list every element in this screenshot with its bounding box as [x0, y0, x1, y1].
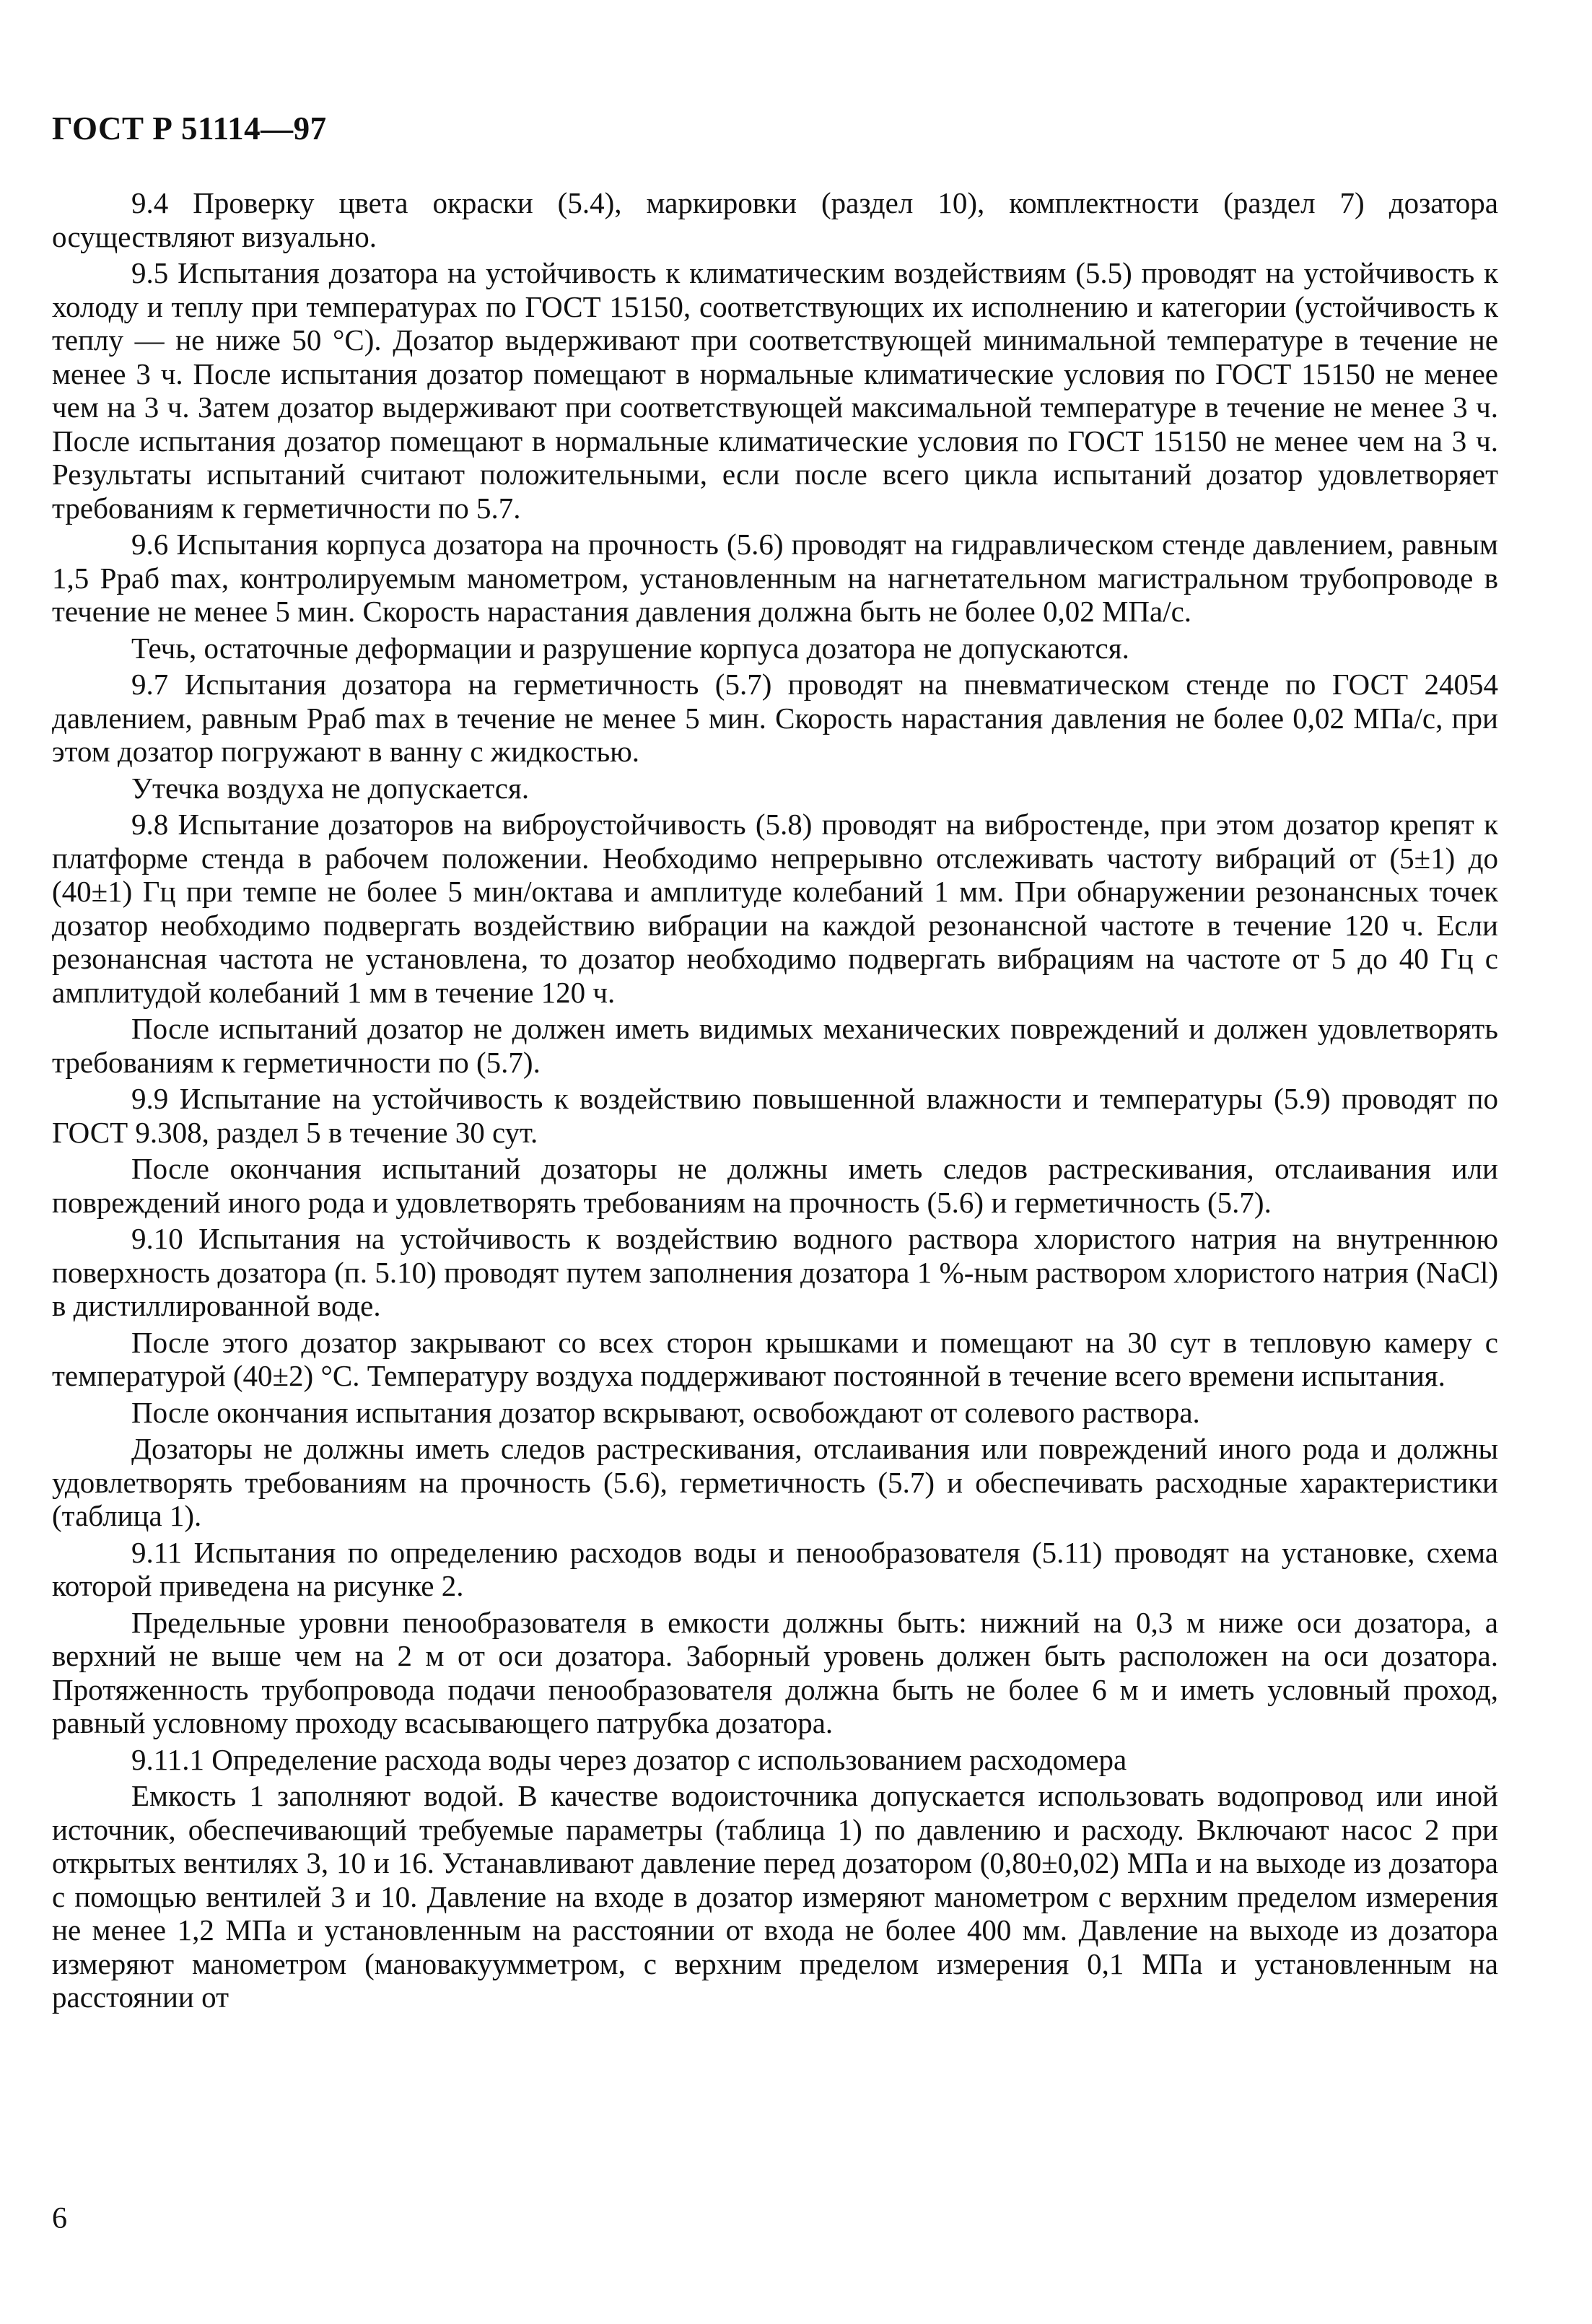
- paragraph-9-9-note: После окончания испытаний дозаторы не должны иметь следов растрескивания, отслаивания или повреждений иного рода и удовлетворять требованиям на прочность (5.6) и герметичность (5.7).: [52, 1152, 1498, 1219]
- paragraph-9-7: 9.7 Испытания дозатора на герметичность (5.7) проводят на пневматическом стенде по ГОСТ 24054 давлением, равным Pраб max в течение не менее 5 мин. Скорость нарастания давления не более 0,02 МПа/с, при этом дозатор погружают в ванну с жидкостью.: [52, 668, 1498, 768]
- paragraph-9-8-note: После испытаний дозатор не должен иметь видимых механических повреждений и должен удовлетворять требованиям к герметичности по (5.7).: [52, 1012, 1498, 1079]
- paragraph-9-4: 9.4 Проверку цвета окраски (5.4), маркировки (раздел 10), комплектности (раздел 7) дозатора осуществляют визуально.: [52, 186, 1498, 253]
- paragraph-9-11-levels: Предельные уровни пенообразователя в емкости должны быть: нижний на 0,3 м ниже оси дозатора, а верхний не выше чем на 2 м от оси дозатора. Заборный уровень должен быть расположен на оси дозатора. Протяженность трубопровода подачи пенообразователя должна быть не более 6 м и иметь условный проход, равный условному проходу всасывающего патрубка дозатора.: [52, 1605, 1498, 1739]
- paragraph-9-11-1-title: 9.11.1 Определение расхода воды через дозатор с использованием расходомера: [131, 1742, 1127, 1776]
- document-header: ГОСТ Р 51114—97: [52, 110, 327, 147]
- paragraph-9-7-note: Утечка воздуха не допускается.: [131, 771, 530, 805]
- paragraph-9-11-1-body: Емкость 1 заполняют водой. В качестве водоисточника допускается использовать водопровод или иной источник, обеспечивающий требуемые параметры (таблица 1) по давлению и расходу. Включают насос 2 при открытых вентилях 3, 10 и 16. Устанавливают давление перед дозатором (0,80±0,02) МПа и на выходе из дозатора с помощью вентилей 3 и 10. Давление на входе в дозатор измеряют манометром с верхним пределом измерения не менее 1,2 МПа и установленным на расстоянии от входа не более 400 мм. Давление на выходе из дозатора измеряют манометром (мановакуумметром, с верхним пределом измерения 0,1 МПа и установленным на расстоянии от: [52, 1779, 1498, 2014]
- paragraph-9-10-note-1: После этого дозатор закрывают со всех сторон крышками и помещают на 30 сут в тепловую камеру с температурой (40±2) °С. Температуру воздуха поддерживают постоянной в течение всего времени испытания.: [52, 1325, 1498, 1392]
- document-body: [52, 186, 1498, 2014]
- paragraph-9-11: 9.11 Испытания по определению расходов воды и пенообразователя (5.11) проводят на установке, схема которой приведена на рисунке 2.: [52, 1535, 1498, 1602]
- paragraph-9-10-note-3: Дозаторы не должны иметь следов растрескивания, отслаивания или повреждений иного рода и должны удовлетворять требованиям на прочность (5.6), герметичность (5.7) и обеспечивать расходные характеристики (таблица 1).: [52, 1432, 1498, 1532]
- paragraph-9-6-note: Течь, остаточные деформации и разрушение корпуса дозатора не допускаются.: [131, 631, 1129, 665]
- page-number: 6: [52, 2202, 67, 2235]
- paragraph-9-10-note-2: После окончания испытания дозатор вскрывают, освобождают от солевого раствора.: [131, 1395, 1200, 1429]
- paragraph-9-9: 9.9 Испытание на устойчивость к воздействию повышенной влажности и температуры (5.9) проводят по ГОСТ 9.308, раздел 5 в течение 30 сут.: [52, 1082, 1498, 1149]
- paragraph-9-5: 9.5 Испытания дозатора на устойчивость к климатическим воздействиям (5.5) проводят на устойчивость к холоду и теплу при температурах по ГОСТ 15150, соответствующих их исполнению и категории (устойчивость к теплу — не ниже 50 °С). Дозатор выдерживают при соответствующей минимальной температуре в течение не менее 3 ч. После испытания дозатор помещают в нормальные климатические условия по ГОСТ 15150 не менее чем на 3 ч. Затем дозатор выдерживают при соответствующей максимальной температуре в течение не менее 3 ч. После испытания дозатор помещают в нормальные климатические условия по ГОСТ 15150 не менее чем на 3 ч. Результаты испытаний считают положительными, если после всего цикла испытаний дозатор удовлетворяет требованиям к герметичности по 5.7.: [52, 256, 1498, 525]
- paragraph-9-10: 9.10 Испытания на устойчивость к воздействию водного раствора хлористого натрия на внутреннюю поверхность дозатора (п. 5.10) проводят путем заполнения дозатора 1 %-ным раствором хлористого натрия (NaCl) в дистиллированной воде.: [52, 1222, 1498, 1322]
- paragraph-9-8: 9.8 Испытание дозаторов на виброустойчивость (5.8) проводят на вибростенде, при этом дозатор крепят к платформе стенда в рабочем положении. Необходимо непрерывно отслеживать частоту вибраций от (5±1) до (40±1) Гц при темпе не более 5 мин/октава и амплитуде колебаний 1 мм. При обнаружении резонансных точек дозатор необходимо подвергать воздействию вибрации на каждой резонансной частоте в течение 120 ч. Если резонансная частота не установлена, то дозатор необходимо подвергать вибрациям на частоте от 5 до 40 Гц с амплитудой колебаний 1 мм в течение 120 ч.: [52, 808, 1498, 1009]
- paragraph-9-6: 9.6 Испытания корпуса дозатора на прочность (5.6) проводят на гидравлическом стенде давлением, равным 1,5 Pраб max, контролируемым манометром, установленным на нагнетательном магистральном трубопроводе в течение не менее 5 мин. Скорость нарастания давления должна быть не более 0,02 МПа/с.: [52, 528, 1498, 628]
